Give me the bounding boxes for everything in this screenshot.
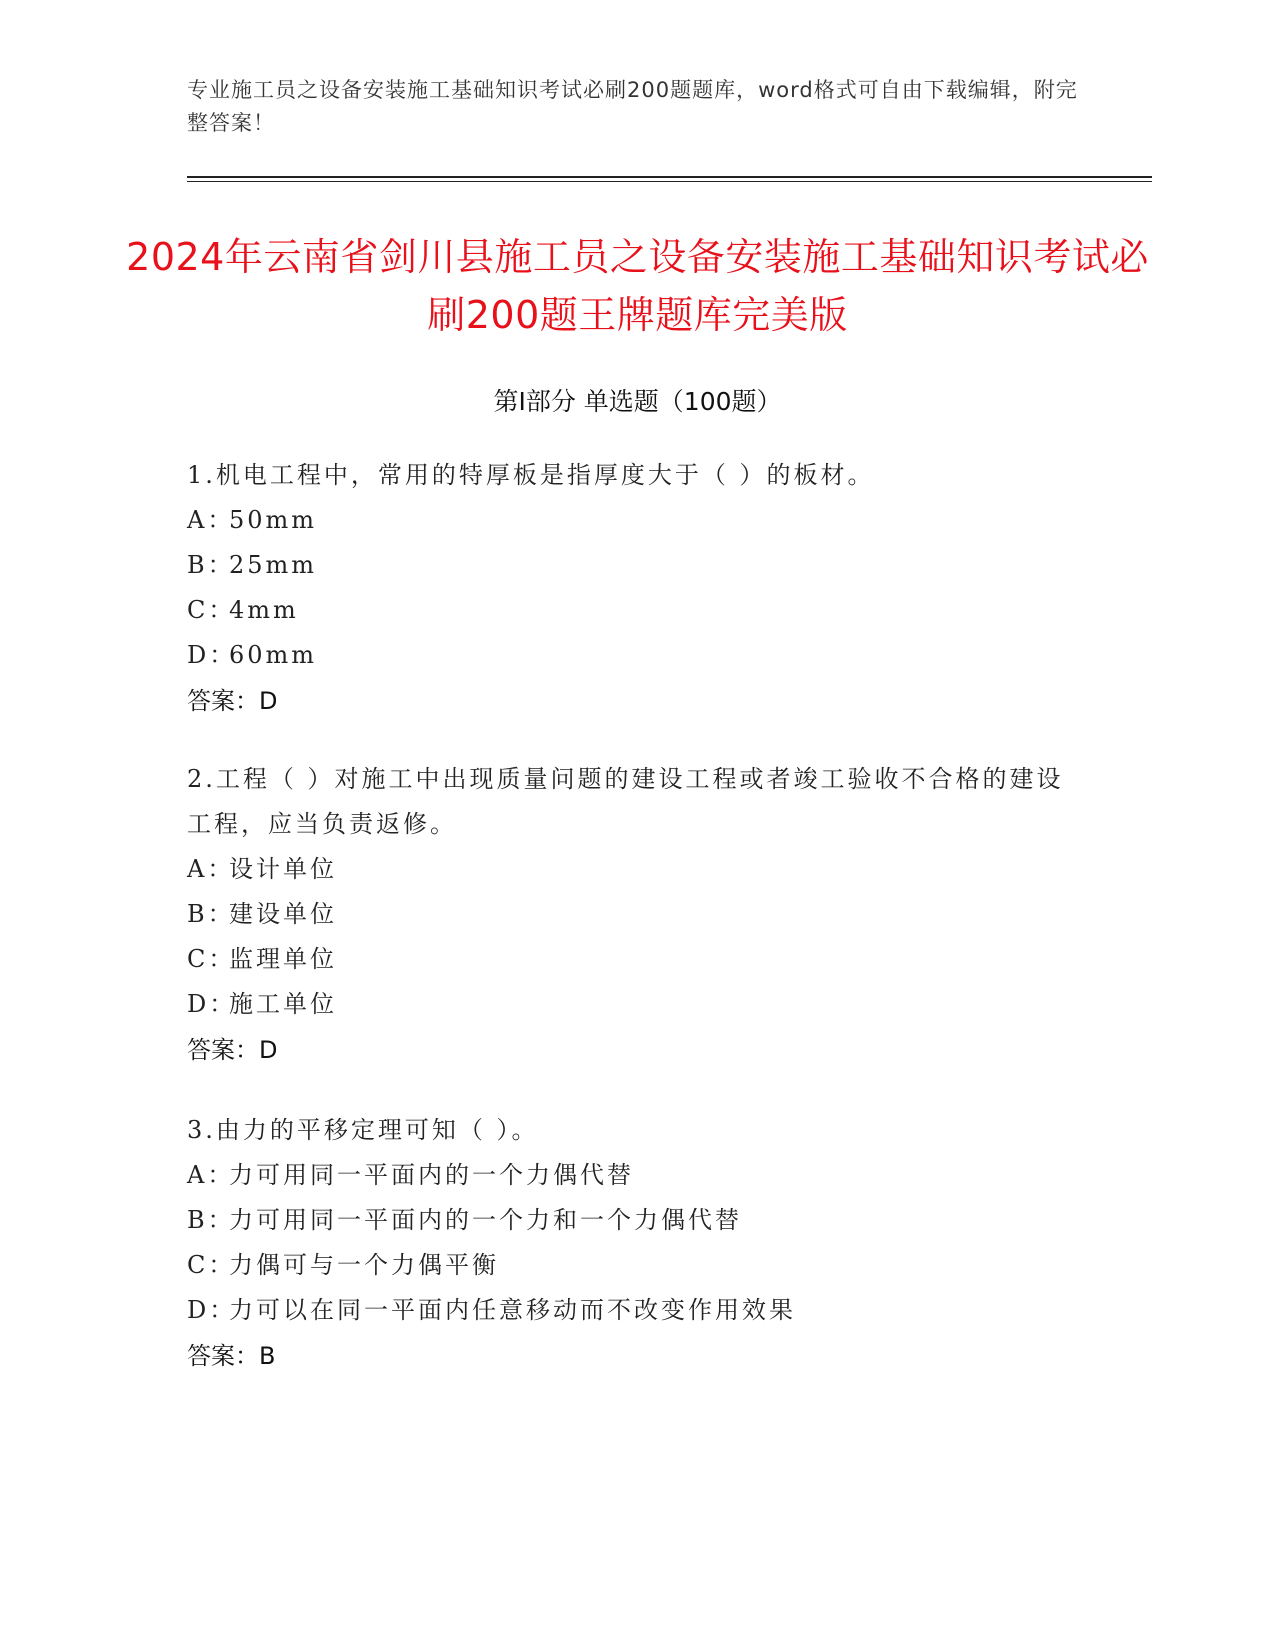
answer-label: 答案： — [187, 687, 259, 715]
question-text: 1.机电工程中，常用的特厚板是指厚度大于（ ）的板材。 — [187, 461, 875, 489]
option-value: 25mm — [229, 551, 318, 579]
option-key: A： — [187, 1161, 235, 1189]
document-title: 2024年云南省剑川县施工员之设备安装施工基础知识考试必刷200题王牌题库完美版 — [126, 235, 1149, 337]
option-key: C： — [187, 596, 236, 624]
option-value: 建设单位 — [229, 900, 337, 928]
option-b — [187, 543, 1087, 588]
option-d — [187, 1288, 1087, 1333]
option-key: C： — [187, 1251, 236, 1279]
option-d — [187, 982, 1087, 1027]
option-key: B： — [187, 551, 235, 579]
option-value: 施工单位 — [229, 990, 337, 1018]
option-a — [187, 847, 1087, 892]
option-key: B： — [187, 1206, 235, 1234]
option-key: D： — [187, 990, 237, 1018]
answer-label: 答案： — [187, 1342, 259, 1370]
option-key: D： — [187, 1296, 237, 1324]
option-key: A： — [187, 855, 235, 883]
option-value: 设计单位 — [229, 855, 337, 883]
option-a — [187, 498, 1087, 543]
option-value: 4mm — [229, 596, 299, 624]
question-2 — [187, 757, 1087, 1073]
option-value: 监理单位 — [229, 945, 337, 973]
answer-label: 答案： — [187, 1036, 259, 1064]
section-title: 第I部分 单选题（100题） — [493, 387, 782, 416]
header-rule-thick — [187, 176, 1152, 178]
option-value: 60mm — [229, 641, 318, 669]
option-value: 力可用同一平面内的一个力和一个力偶代替 — [229, 1206, 742, 1234]
answer-value: B — [259, 1342, 276, 1370]
option-c — [187, 1243, 1087, 1288]
option-a — [187, 1153, 1087, 1198]
header-note: 专业施工员之设备安装施工基础知识考试必刷200题题库，word格式可自由下载编辑，附完整答案！ — [187, 78, 1078, 135]
option-key: B： — [187, 900, 235, 928]
question-text: 2.工程（ ）对施工中出现质量问题的建设工程或者竣工验收不合格的建设工程，应当负责返修。 — [187, 765, 1064, 838]
option-value: 力偶可与一个力偶平衡 — [229, 1251, 499, 1279]
answer-line — [187, 1027, 1087, 1073]
question-text: 3.由力的平移定理可知（ ）。 — [187, 1116, 539, 1144]
option-value: 力可用同一平面内的一个力偶代替 — [229, 1161, 634, 1189]
header-rule-thin — [187, 181, 1152, 182]
answer-line — [187, 678, 1087, 724]
question-3 — [187, 1108, 1087, 1379]
option-d — [187, 633, 1087, 678]
answer-line — [187, 1333, 1087, 1379]
option-key: C： — [187, 945, 236, 973]
option-key: A： — [187, 506, 235, 534]
answer-value: D — [259, 1036, 278, 1064]
option-value: 50mm — [229, 506, 318, 534]
option-value: 力可以在同一平面内任意移动而不改变作用效果 — [229, 1296, 796, 1324]
option-c — [187, 588, 1087, 633]
answer-value: D — [259, 687, 278, 715]
question-1 — [187, 453, 1087, 724]
option-key: D： — [187, 641, 237, 669]
option-b — [187, 1198, 1087, 1243]
option-c — [187, 937, 1087, 982]
option-b — [187, 892, 1087, 937]
